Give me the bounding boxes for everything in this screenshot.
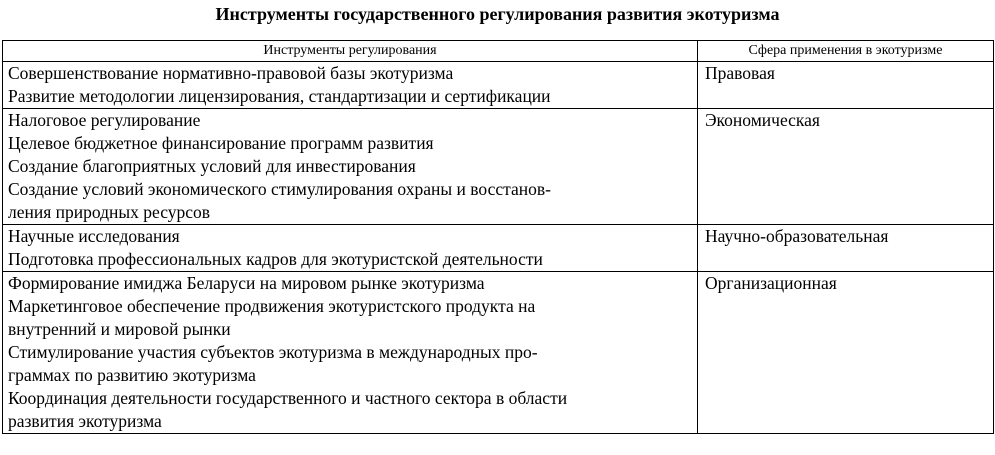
- header-scope: Сфера применения в экотуризме: [698, 41, 994, 62]
- instrument-line: Создание благоприятных условий для инвестирования: [8, 156, 416, 176]
- instrument-line: Совершенствование нормативно-правовой базы экотуризма: [8, 63, 454, 83]
- scope-cell: [698, 109, 994, 225]
- table-row: [3, 62, 994, 109]
- table-row: [3, 109, 994, 225]
- instrument-line: Целевое бюджетное финансирование программ развития: [8, 133, 434, 153]
- instrument-line: Создание условий экономического стимулирования охраны и восстанов-: [8, 179, 551, 199]
- instruments-cell: [3, 109, 698, 225]
- instruments-cell: [3, 272, 698, 434]
- instrument-line: Координация деятельности государственного и частного сектора в области: [8, 388, 568, 408]
- instrument-line: Научные исследования: [8, 226, 180, 246]
- instrument-line: Формирование имиджа Беларуси на мировом рынке экотуризма: [8, 273, 485, 293]
- instrument-line: Маркетинговое обеспечение продвижения экотуристского продукта на: [8, 296, 536, 316]
- scope-label: Экономическая: [705, 110, 820, 130]
- instrument-line: Подготовка профессиональных кадров для экотуристской деятельности: [8, 249, 543, 269]
- scope-label: Научно-образовательная: [705, 226, 889, 246]
- instrument-line: граммах по развитию экотуризма: [8, 365, 256, 385]
- instrument-line: развития экотуризма: [8, 411, 162, 431]
- instrument-line: внутренний и мировой рынки: [8, 319, 231, 339]
- header-instruments: Инструменты регулирования: [3, 41, 698, 62]
- scope-cell: [698, 62, 994, 109]
- scope-label: Организационная: [705, 273, 837, 293]
- document-title: Инструменты государственного регулирования развития экотуризма: [215, 4, 780, 24]
- scope-cell: [698, 225, 994, 272]
- instrument-line: ления природных ресурсов: [8, 202, 211, 222]
- instrument-line: Стимулирование участия субъектов экотуризма в международных про-: [8, 342, 538, 362]
- regulation-tools-table: [2, 40, 994, 434]
- scope-label: Правовая: [705, 63, 775, 83]
- instruments-cell: [3, 62, 698, 109]
- instrument-line: Развитие методологии лицензирования, стандартизации и сертификации: [8, 86, 551, 106]
- table-row: [3, 272, 994, 434]
- instruments-cell: [3, 225, 698, 272]
- scope-cell: [698, 272, 994, 434]
- instrument-line: Налоговое регулирование: [8, 110, 201, 130]
- table-header-row: [3, 41, 994, 62]
- table-row: [3, 225, 994, 272]
